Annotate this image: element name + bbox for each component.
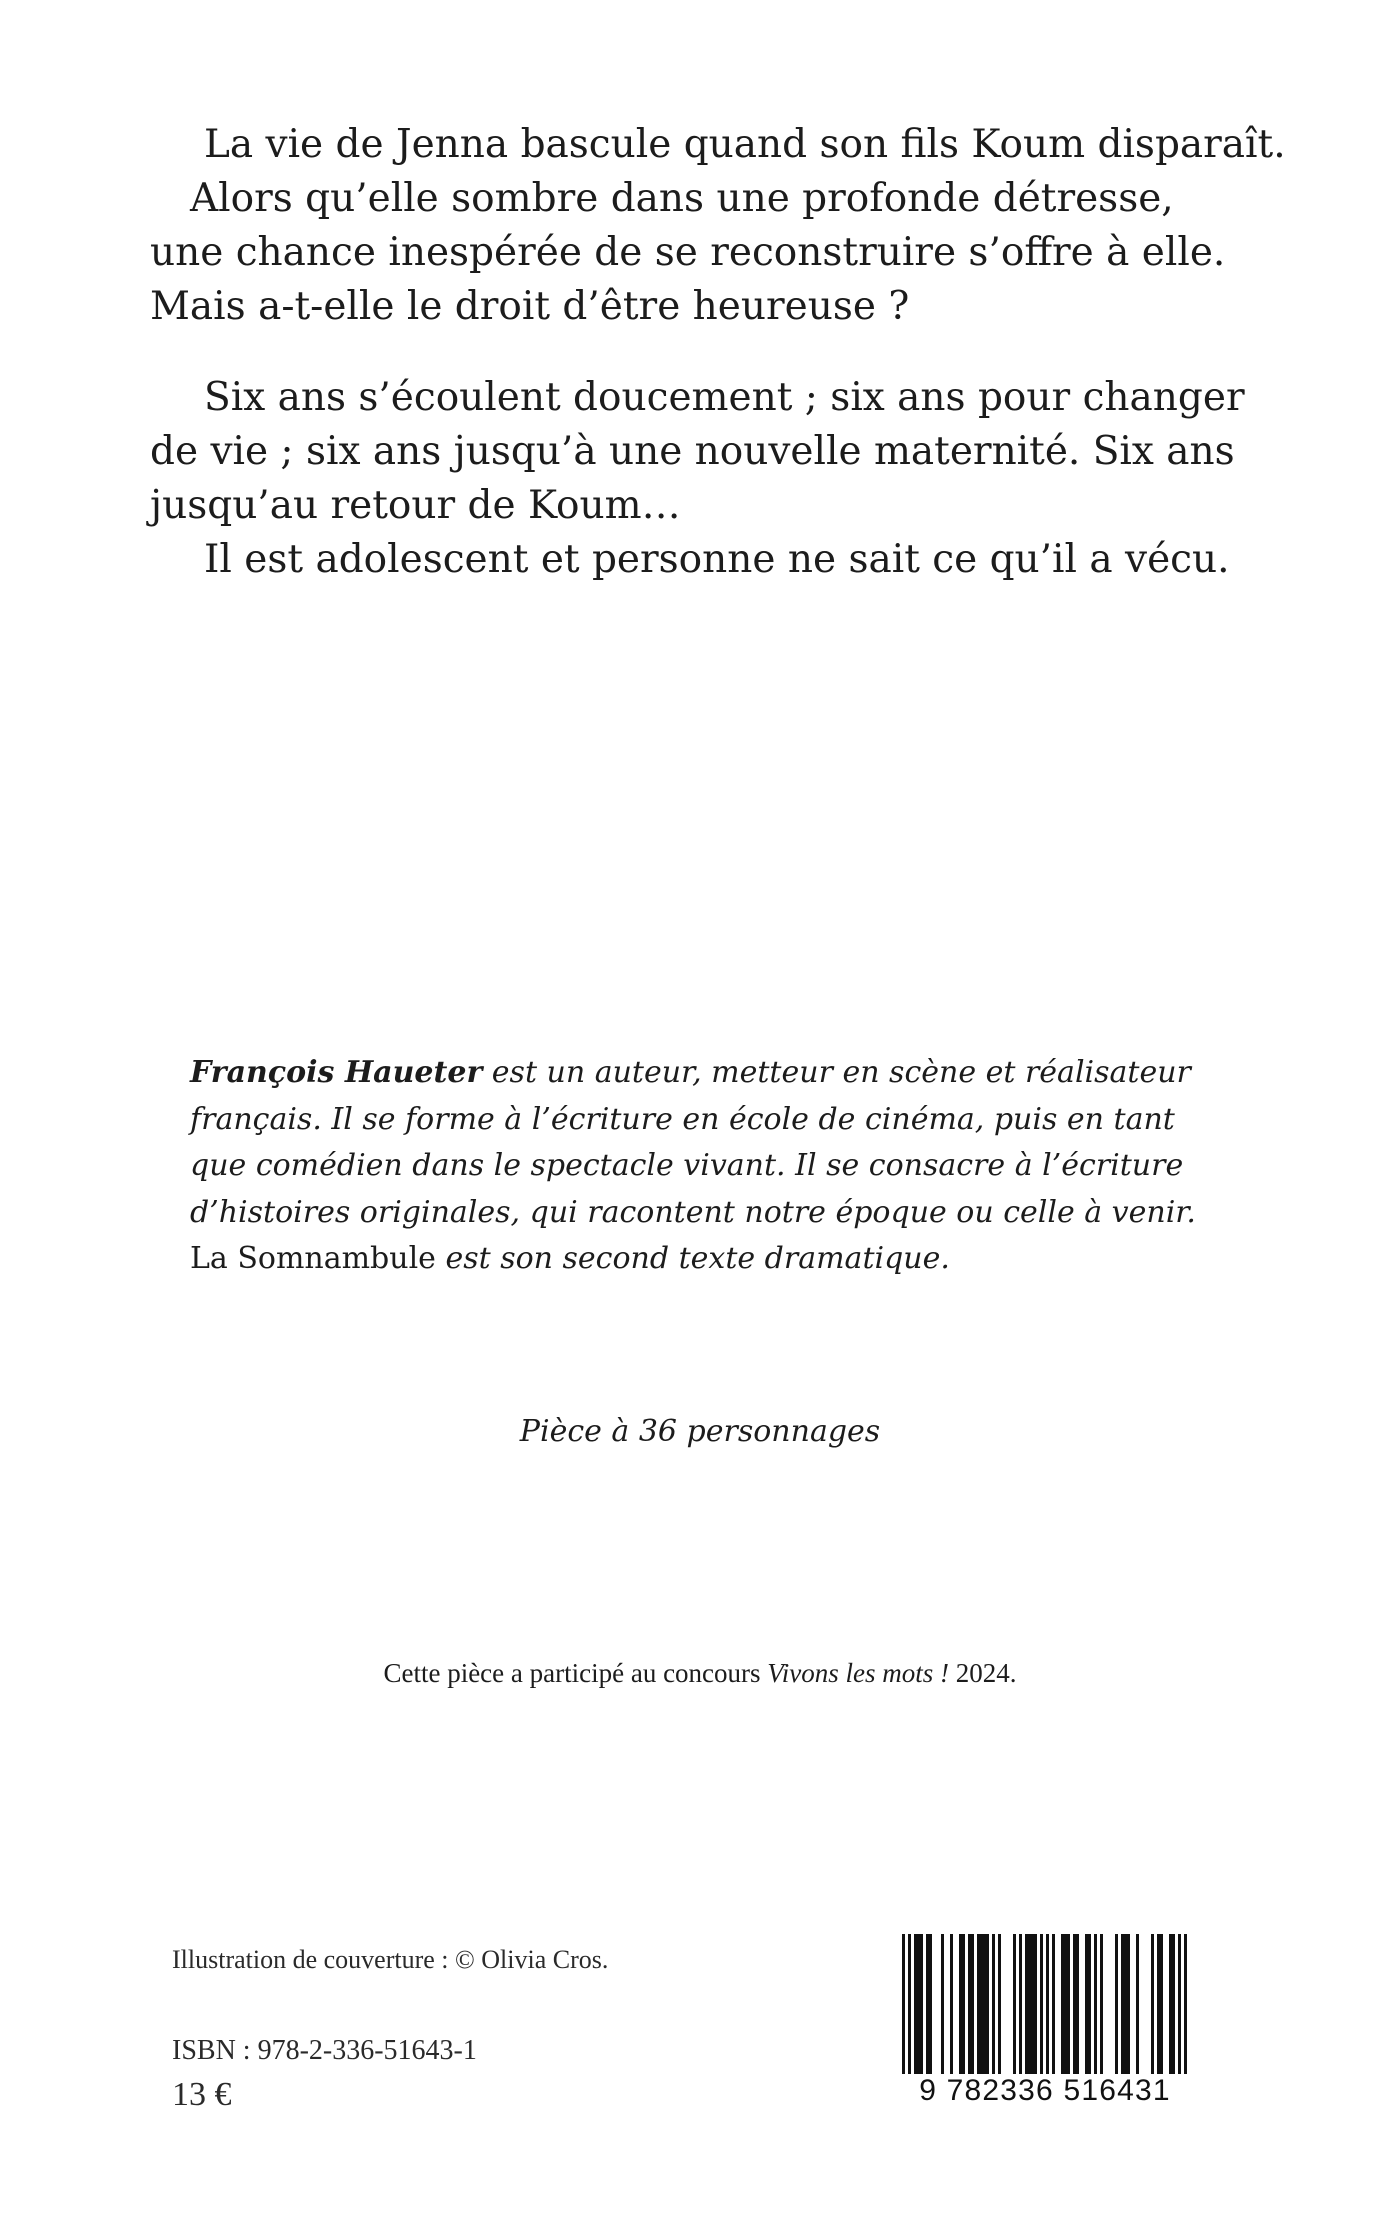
- blurb-line: jusqu’au retour de Koum…: [150, 483, 681, 528]
- barcode-bar: [968, 1934, 971, 2076]
- barcode: [880, 1930, 1210, 2112]
- barcode-bar: [998, 1934, 1001, 2076]
- barcode-bar: [971, 1934, 974, 2076]
- barcode-bar: [1160, 1934, 1163, 2076]
- contest-suffix: 2024.: [949, 1658, 1017, 1688]
- barcode-digits: 9 782336 516431: [880, 2074, 1210, 2108]
- barcode-bar: [1076, 1934, 1079, 2076]
- barcode-bar: [1151, 1934, 1154, 2076]
- barcode-bar: [1088, 1934, 1091, 2076]
- author-name: François Haueter: [190, 1055, 483, 1090]
- author-bio-text: est un auteur, metteur en scène et réalisateur: [482, 1055, 1191, 1090]
- barcode-bar: [926, 1934, 929, 2076]
- contest-note: [0, 1658, 1400, 1689]
- barcode-bar: [914, 1934, 917, 2076]
- barcode-bar: [1073, 1934, 1076, 2076]
- barcode-bar: [1121, 1934, 1124, 2076]
- barcode-bar: [1085, 1934, 1088, 2076]
- blurb-line: de vie ; six ans jusqu’à une nouvelle maternité. Six ans: [150, 429, 1235, 474]
- author-bio: [190, 1050, 1225, 1283]
- isbn: ISBN : 978-2-336-51643-1: [172, 2035, 477, 2066]
- barcode-bar: [1064, 1934, 1067, 2076]
- barcode-bar: [986, 1934, 989, 2076]
- barcode-bar: [902, 1934, 905, 2092]
- blurb-paragraph-1: [150, 118, 1286, 334]
- barcode-bar: [1019, 1934, 1022, 2076]
- barcode-bar: [1124, 1934, 1127, 2076]
- barcode-bar: [1067, 1934, 1070, 2076]
- blurb-line: une chance inespérée de se reconstruire s’offre à elle.: [150, 230, 1226, 275]
- barcode-bar: [1025, 1934, 1028, 2076]
- barcode-bar: [1172, 1934, 1175, 2076]
- barcode-bar: [992, 1934, 995, 2076]
- author-bio-text: que comédien dans le spectacle vivant. Il se consacre à l’écriture: [190, 1148, 1184, 1183]
- author-bio-text: français. Il se forme à l’écriture en école de cinéma, puis en tant: [190, 1101, 1175, 1137]
- barcode-bar: [941, 1934, 944, 2076]
- contest-prefix: Cette pièce a participé au concours: [383, 1658, 768, 1688]
- contest-name: Vivons les mots !: [767, 1658, 950, 1688]
- barcode-bar: [908, 1934, 911, 2092]
- barcode-bar: [1028, 1934, 1031, 2076]
- author-bio-text: d’histoires originales, qui racontent notre époque ou celle à venir.: [190, 1194, 1196, 1230]
- barcode-bar: [1115, 1934, 1118, 2076]
- barcode-bar: [1040, 1934, 1043, 2092]
- barcode-bar: [1061, 1934, 1064, 2076]
- barcode-bar: [1031, 1934, 1034, 2076]
- barcode-bar: [1157, 1934, 1160, 2076]
- barcode-bar: [1034, 1934, 1037, 2076]
- barcode-bar: [1046, 1934, 1049, 2092]
- blurb-line: La vie de Jenna bascule quand son fils Koum disparaît.: [204, 122, 1286, 167]
- blurb-line: Mais a-t-elle le droit d’être heureuse ?: [150, 284, 910, 329]
- blurb-paragraph-2: [150, 371, 1250, 587]
- barcode-bar: [1094, 1934, 1097, 2076]
- barcode-bar: [1127, 1934, 1130, 2076]
- barcode-bar: [1169, 1934, 1172, 2076]
- barcode-bar: [950, 1934, 953, 2076]
- blurb-line: Alors qu’elle sombre dans une profonde détresse,: [190, 176, 1174, 221]
- barcode-bar: [1136, 1934, 1139, 2076]
- barcode-bar: [1052, 1934, 1055, 2076]
- barcode-bar: [917, 1934, 920, 2076]
- barcode-bar: [980, 1934, 983, 2076]
- cover-credit: Illustration de couverture : © Olivia Cros.: [172, 1945, 609, 1974]
- barcode-bar: [1013, 1934, 1016, 2076]
- barcode-bar: [920, 1934, 923, 2076]
- price: 13 €: [172, 2076, 232, 2113]
- barcode-bar: [983, 1934, 986, 2076]
- barcode-bar: [959, 1934, 962, 2076]
- barcode-bar: [929, 1934, 932, 2076]
- barcode-bar: [1184, 1934, 1187, 2092]
- author-bio-text: est son second texte dramatique.: [435, 1241, 950, 1276]
- blurb-line: Il est adolescent et personne ne sait ce qu’il a vécu.: [204, 537, 1230, 582]
- blurb-line: Six ans s’écoulent doucement ; six ans pour changer: [204, 375, 1245, 420]
- characters-note: Pièce à 36 personnages: [519, 1414, 881, 1449]
- barcode-bar: [1100, 1934, 1103, 2076]
- barcode-bar: [977, 1934, 980, 2076]
- barcode-bar: [1178, 1934, 1181, 2092]
- play-title: La Somnambule: [190, 1241, 436, 1276]
- barcode-bar: [962, 1934, 965, 2076]
